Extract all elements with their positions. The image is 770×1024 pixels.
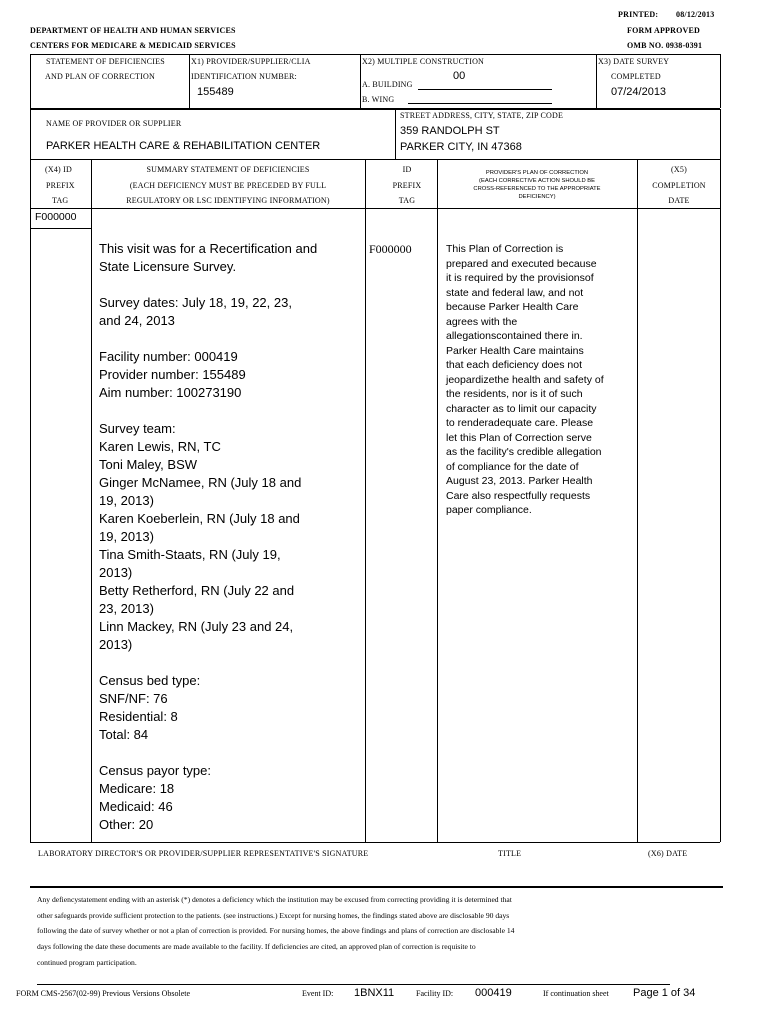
form-approved: FORM APPROVED: [627, 26, 701, 35]
summary-statement: [99, 240, 317, 834]
x1-label-1: X1) PROVIDER/SUPPLIER/CLIA: [191, 57, 311, 66]
poc-line: prepared and executed because: [446, 257, 597, 270]
poc-line: it is required by the provisionsof: [446, 272, 594, 284]
provider-id-value: 155489: [197, 86, 234, 98]
poc-line: because Parker Health Care: [446, 301, 579, 313]
building-label: A. BUILDING: [362, 80, 413, 89]
poc-line: of compliance for the date of: [446, 460, 579, 473]
provider-name-value: PARKER HEALTH CARE & REHABILITATION CENTER: [46, 140, 321, 152]
summary-line: SNF/NF: 76: [99, 691, 168, 706]
id-label-2: PREFIX: [392, 181, 422, 190]
signature-label: LABORATORY DIRECTOR'S OR PROVIDER/SUPPLIER REPRESENTATIVE'S SIGNATURE: [38, 849, 369, 858]
title-label: TITLE: [498, 849, 522, 858]
x5-label-1: (X5): [671, 165, 687, 174]
poc-line: This Plan of Correction is: [446, 243, 564, 255]
poc-line: jeopardizethe health and safety of: [446, 373, 604, 386]
poc-line: as the facility's credible allegation: [446, 446, 602, 458]
form-number: FORM CMS-2567(02-99) Previous Versions Obsolete: [16, 989, 191, 998]
poc-label-3: CROSS-REFERENCED TO THE APPROPRIATE: [473, 186, 601, 192]
x3-label-2: COMPLETED: [611, 72, 661, 81]
summary-line: Other: 20: [99, 817, 154, 832]
provider-name-label: NAME OF PROVIDER OR SUPPLIER: [46, 119, 182, 128]
summary-line: 19, 2013): [99, 493, 154, 508]
summary-line: Facility number: 000419: [99, 349, 238, 364]
summary-line: Karen Koeberlein, RN (July 18 and: [99, 511, 300, 526]
summary-line: Tina Smith-Staats, RN (July 19,: [99, 547, 281, 562]
poc-label-1: PROVIDER'S PLAN OF CORRECTION: [485, 170, 589, 176]
summary-line: 23, 2013): [99, 601, 154, 616]
poc-line: paper compliance.: [446, 504, 532, 516]
summary-label-3: REGULATORY OR LSC IDENTIFYING INFORMATION): [126, 196, 330, 205]
address-label: STREET ADDRESS, CITY, STATE, ZIP CODE: [400, 111, 564, 120]
poc-label-4: DEFICIENCY): [518, 194, 556, 200]
summary-line: Survey team:: [99, 421, 176, 436]
disclaimer-line: continued program participation.: [37, 957, 137, 967]
summary-line: Linn Mackey, RN (July 23 and 24,: [99, 619, 294, 634]
x3-label-1: X3) DATE SURVEY: [598, 57, 670, 66]
disclaimer-line: days following the date these documents are made available to the facility. If deficiencies are cited, an approved plan of correction is requisite to: [37, 942, 476, 952]
facility-id-label: Facility ID:: [416, 989, 454, 998]
summary-line: 2013): [99, 565, 133, 580]
summary-line: Karen Lewis, RN, TC: [99, 439, 221, 454]
summary-line: [99, 402, 317, 420]
x4-label-3: TAG: [52, 196, 69, 205]
x4-label-1: (X4) ID: [45, 165, 72, 174]
stmt-label-2: AND PLAN OF CORRECTION: [45, 72, 155, 81]
survey-completed-date: 07/24/2013: [611, 86, 667, 98]
disclaimer-line: following the date of survey whether or not a plan of correction is provided. For nursing homes, the above findings and plans of correction are disclosable 14: [37, 926, 515, 936]
summary-line: State Licensure Survey.: [99, 259, 237, 274]
summary-line: Betty Retherford, RN (July 22 and: [99, 583, 295, 598]
poc-line: let this Plan of Correction serve: [446, 431, 592, 444]
summary-line: Toni Maley, BSW: [99, 457, 198, 472]
summary-line: [99, 744, 317, 762]
left-tag: F000000: [35, 211, 77, 223]
event-id-label: Event ID:: [302, 989, 334, 998]
summary-line: Ginger McNamee, RN (July 18 and: [99, 475, 302, 490]
summary-line: Residential: 8: [99, 709, 178, 724]
poc-line: allegationscontained there in.: [446, 330, 583, 342]
omb-number: OMB NO. 0938-0391: [627, 41, 703, 50]
right-tag: F000000: [369, 242, 412, 256]
summary-label-2: (EACH DEFICIENCY MUST BE PRECEDED BY FULL: [129, 181, 327, 190]
poc-line: Parker Health Care maintains: [446, 344, 584, 357]
x1-label-2: IDENTIFICATION NUMBER:: [191, 72, 297, 81]
facility-id-value: 000419: [475, 987, 512, 999]
disclaimer-line: other safeguards provide sufficient protection to the patients. (see instructions.) Except for nursing homes, the findings stated above are disclosable 90 days: [37, 910, 510, 920]
disclaimer: [37, 892, 514, 971]
address-city: PARKER CITY, IN 47368: [400, 141, 522, 153]
poc-line: state and federal law, and not: [446, 286, 584, 299]
summary-line: Survey dates: July 18, 19, 22, 23,: [99, 295, 292, 310]
printed-label: PRINTED:: [618, 10, 659, 19]
address-street: 359 RANDOLPH ST: [400, 125, 500, 137]
centers-title: CENTERS FOR MEDICARE & MEDICAID SERVICES: [30, 41, 236, 50]
poc-label-2: (EACH CORRECTIVE ACTION SHOULD BE: [479, 178, 595, 184]
poc-line: to renderadequate care. Please: [446, 417, 594, 429]
summary-line: Aim number: 100273190: [99, 385, 242, 400]
poc-line: that each deficiency does not: [446, 359, 583, 371]
plan-of-correction: [446, 242, 604, 518]
disclaimer-line: Any defiencystatement ending with an asterisk (*) denotes a deficiency which the institution may be excused from correcting providing it is determined that: [37, 895, 512, 904]
summary-line: Medicaid: 46: [99, 799, 173, 814]
summary-line: [99, 330, 317, 348]
summary-line: 2013): [99, 637, 133, 652]
summary-line: Total: 84: [99, 727, 149, 742]
summary-line: and 24, 2013: [99, 313, 175, 328]
summary-line: This visit was for a Recertification and: [99, 241, 318, 256]
summary-line: Census bed type:: [99, 673, 201, 688]
summary-line: [99, 276, 317, 294]
id-label-1: ID: [402, 165, 412, 174]
x5-label-3: DATE: [668, 196, 690, 205]
printed-date: 08/12/2013: [676, 10, 715, 19]
poc-line: the residents, nor is it of such: [446, 388, 583, 400]
summary-label-1: SUMMARY STATEMENT OF DEFICIENCIES: [146, 165, 310, 174]
summary-line: Provider number: 155489: [99, 367, 246, 382]
id-label-3: TAG: [398, 196, 416, 205]
building-value: 00: [453, 70, 466, 82]
poc-line: character as to limit our capacity: [446, 402, 597, 415]
poc-line: agrees with the: [446, 315, 518, 328]
summary-line: Census payor type:: [99, 763, 212, 778]
poc-line: August 23, 2013. Parker Health: [446, 475, 593, 487]
stmt-label-1: STATEMENT OF DEFICIENCIES: [46, 57, 165, 66]
x2-label: X2) MULTIPLE CONSTRUCTION: [362, 57, 485, 66]
summary-line: 19, 2013): [99, 529, 154, 544]
dept-title: DEPARTMENT OF HEALTH AND HUMAN SERVICES: [30, 26, 236, 35]
summary-line: Medicare: 18: [99, 781, 175, 796]
summary-line: [99, 654, 317, 672]
event-id-value: 1BNX11: [354, 987, 395, 999]
page-number: Page 1 of 34: [633, 987, 696, 999]
wing-label: B. WING: [362, 95, 395, 104]
continuation-label: If continuation sheet: [543, 989, 609, 998]
x6-date-label: (X6) DATE: [648, 849, 688, 858]
x5-label-2: COMPLETION: [652, 181, 706, 190]
poc-line: Care also respectfully requests: [446, 489, 591, 502]
x4-label-2: PREFIX: [46, 181, 75, 190]
